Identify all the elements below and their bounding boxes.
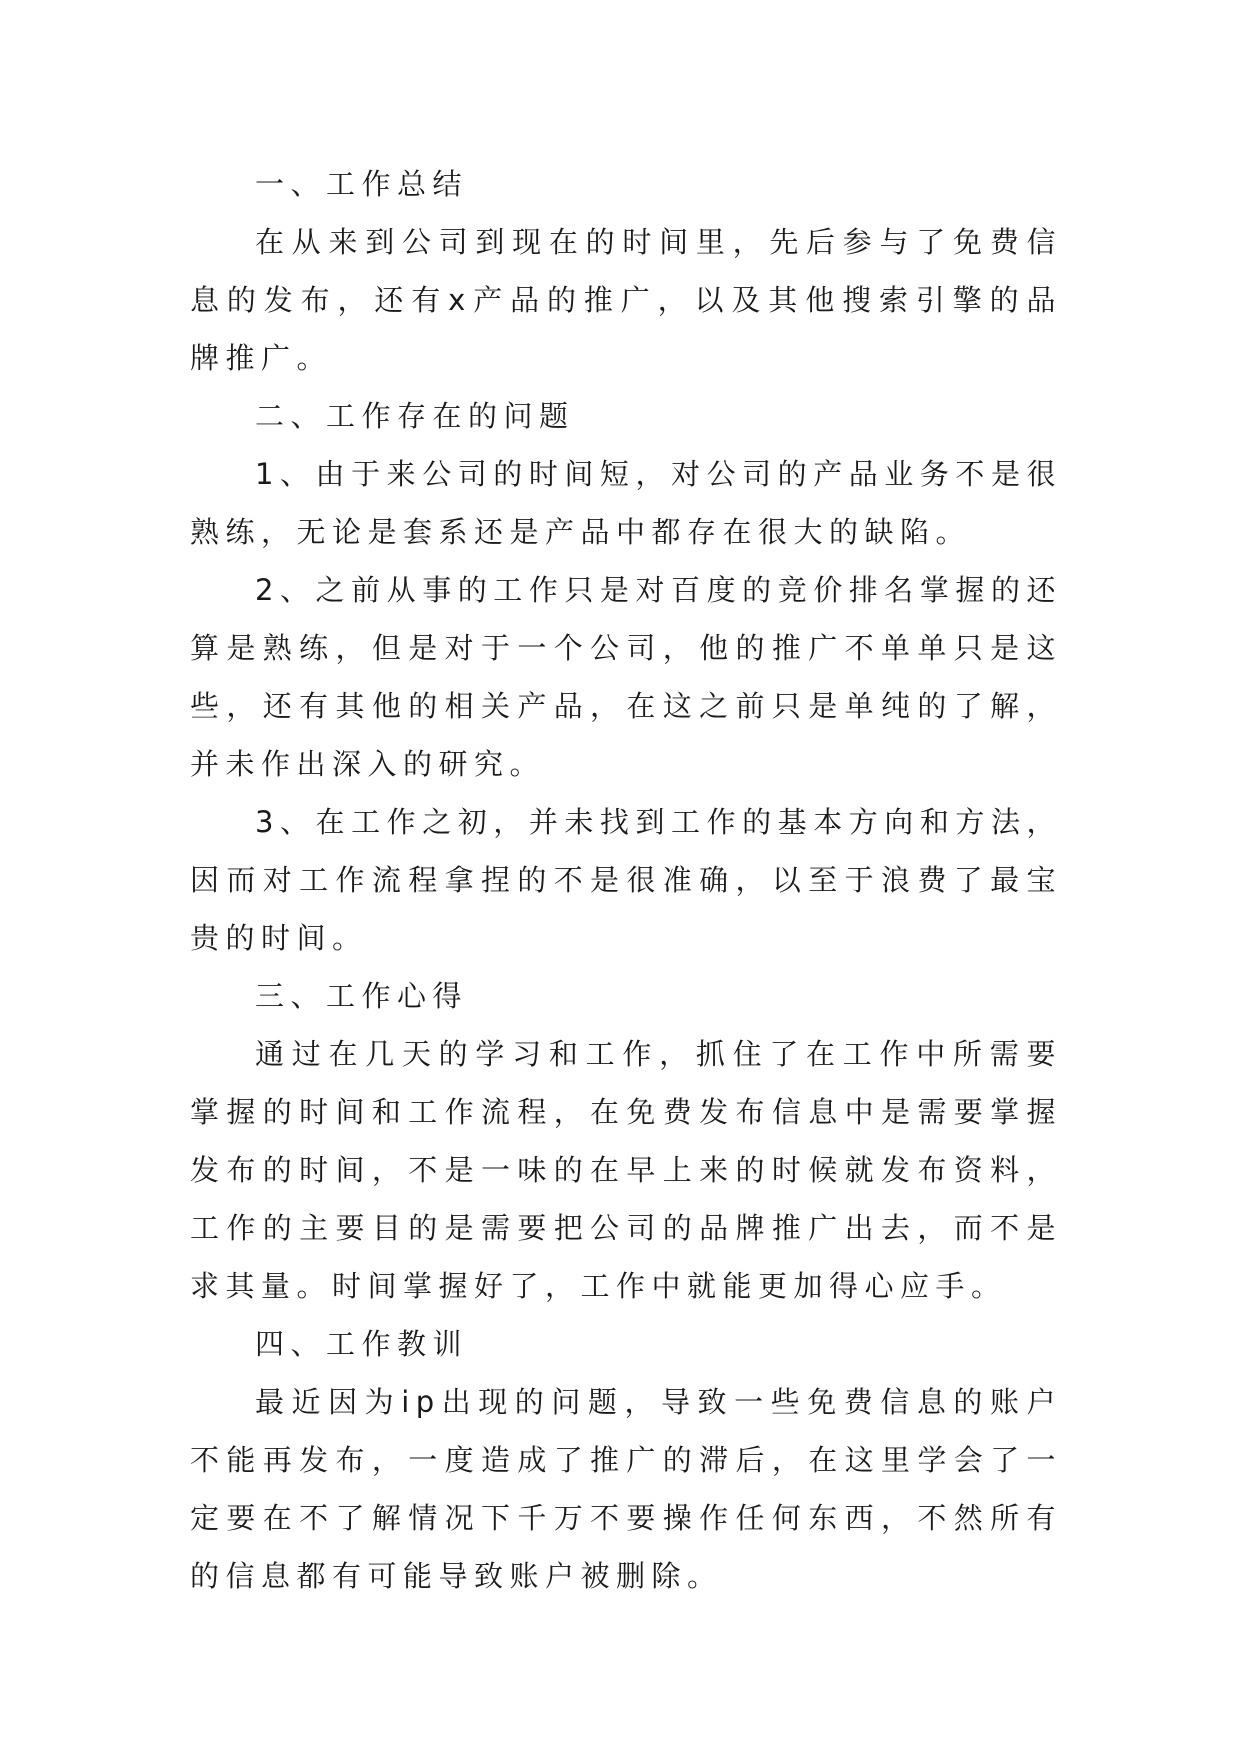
paragraph: 3、在工作之初，并未找到工作的基本方向和方法，因而对工作流程拿捏的不是很准确，以至于浪费了最宝贵的时间。 [190, 805, 1062, 955]
section-heading-summary: 一、工作总结 [255, 167, 469, 201]
section-heading-lessons: 四、工作教训 [255, 1327, 469, 1361]
paragraph: 在从来到公司到现在的时间里，先后参与了免费信息的发布，还有x产品的推广，以及其他搜索引擎的品牌推广。 [190, 225, 1062, 375]
section-heading-insights: 三、工作心得 [255, 979, 469, 1013]
paragraph: 通过在几天的学习和工作，抓住了在工作中所需要掌握的时间和工作流程，在免费发布信息中是需要掌握发布的时间，不是一味的在早上来的时候就发布资料，工作的主要目的是需要把公司的品牌推广出去，而不是求其量。时间掌握好了，工作中就能更加得心应手。 [190, 1037, 1062, 1303]
paragraph: 1、由于来公司的时间短，对公司的产品业务不是很熟练，无论是套系还是产品中都存在很大的缺陷。 [190, 457, 1062, 549]
paragraph: 最近因为ip出现的问题，导致一些免费信息的账户不能再发布，一度造成了推广的滞后，在这里学会了一定要在不了解情况下千万不要操作任何东西，不然所有的信息都有可能导致账户被删除。 [190, 1385, 1062, 1593]
document-page [190, 155, 1062, 1605]
section-heading-problems: 二、工作存在的问题 [255, 399, 575, 433]
paragraph: 2、之前从事的工作只是对百度的竞价排名掌握的还算是熟练，但是对于一个公司，他的推广不单单只是这些，还有其他的相关产品，在这之前只是单纯的了解，并未作出深入的研究。 [190, 573, 1062, 781]
